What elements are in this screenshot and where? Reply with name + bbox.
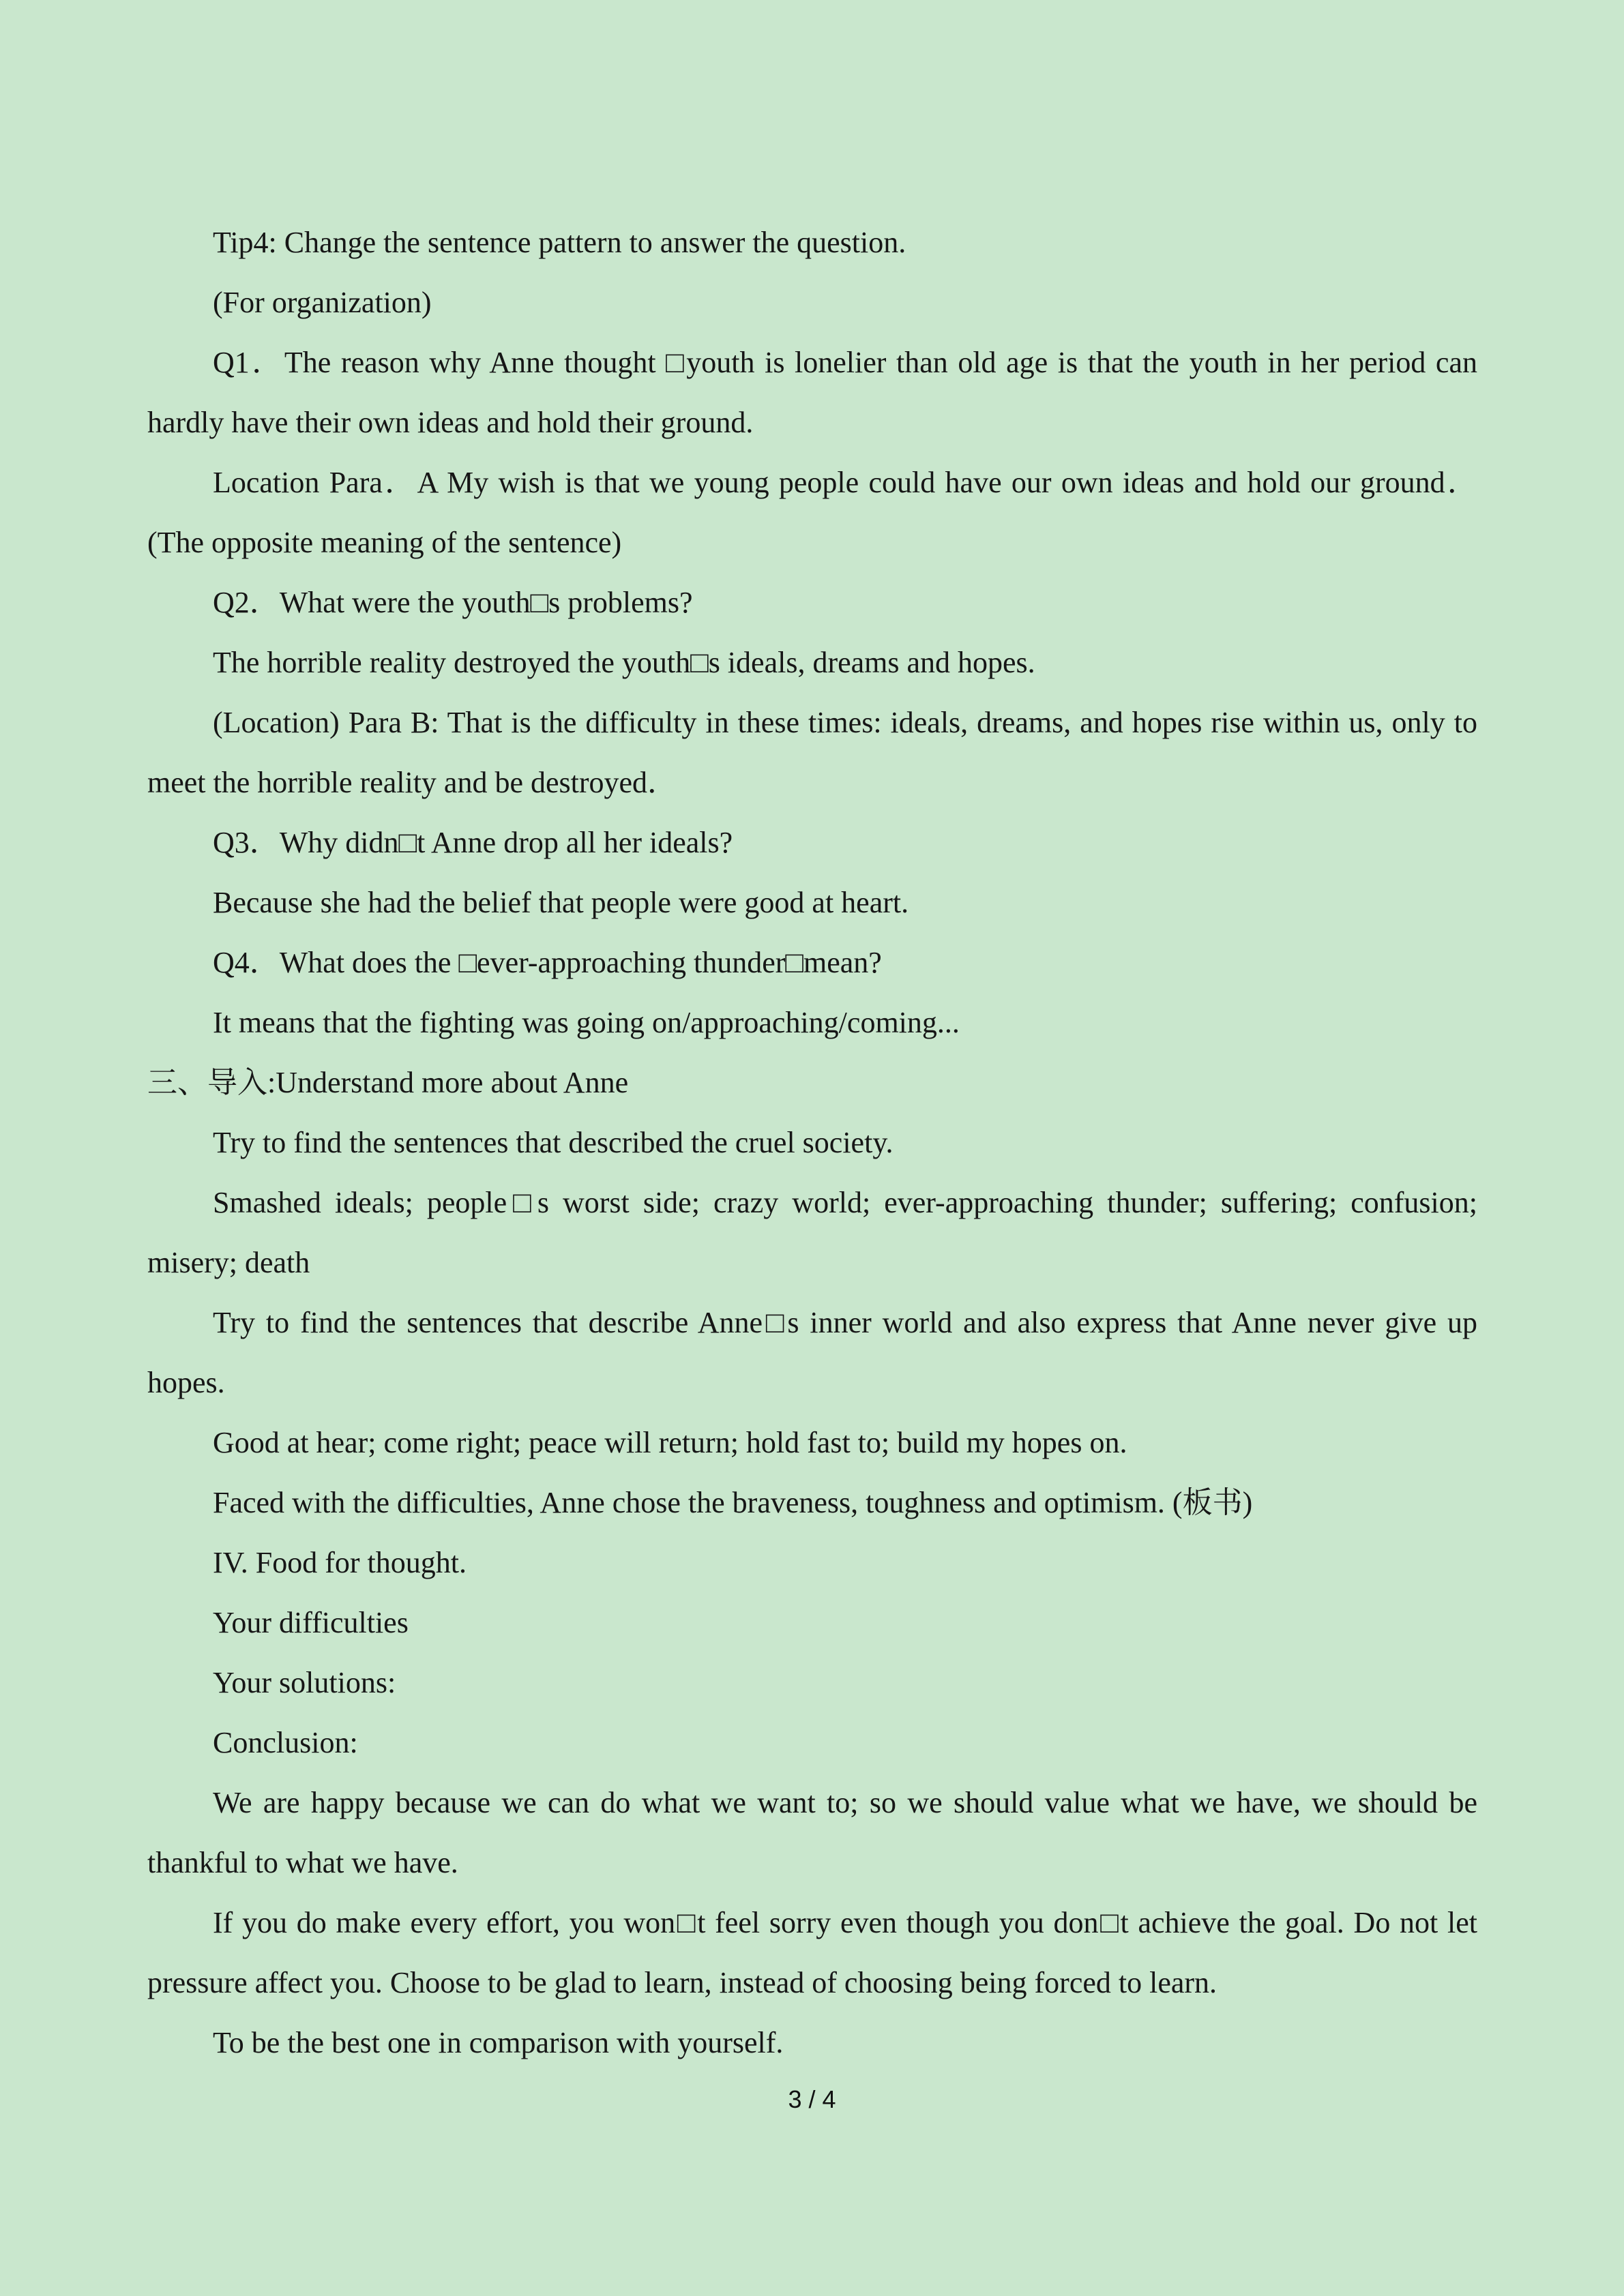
paragraph: Q2．What were the youth□s problems? (213, 586, 693, 619)
paragraph: To be the best one in comparison with yourself. (213, 2026, 784, 2059)
section-heading: 三、导入:Understand more about Anne (147, 1066, 629, 1099)
paragraph: IV. Food for thought. (213, 1546, 467, 1579)
paragraph: It means that the fighting was going on/approaching/coming... (213, 1006, 960, 1039)
paragraph: Your solutions: (213, 1666, 396, 1699)
paragraph: Good at hear; come right; peace will return; hold fast to; build my hopes on. (213, 1426, 1127, 1459)
paragraph: The horrible reality destroyed the youth□s ideals, dreams and hopes. (213, 646, 1035, 679)
paragraph: Because she had the belief that people were good at heart. (213, 886, 909, 919)
paragraph: Location Para．A My wish is that we young people could have our own ideas and hold our ground．(The opposite meaning of the sentence) (147, 466, 1477, 559)
page-number: 3 / 4 (788, 2085, 836, 2113)
document-body (147, 213, 1477, 2073)
paragraph: (Location) Para B: That is the difficulty in these times: ideals, dreams, and hopes rise within us, only to meet the horrible reality and be destroyed． (147, 706, 1477, 799)
paragraph: Try to find the sentences that describe Anne□s inner world and also express that Anne never give up hopes. (147, 1306, 1477, 1399)
paragraph: Your difficulties (213, 1606, 409, 1639)
paragraph: Q4．What does the □ever-approaching thunder□mean? (213, 946, 882, 979)
paragraph: We are happy because we can do what we want to; so we should value what we have, we should be thankful to what we have. (147, 1786, 1477, 1879)
paragraph: Conclusion: (213, 1726, 358, 1759)
paragraph: Q3．Why didn□t Anne drop all her ideals? (213, 826, 733, 859)
paragraph: Faced with the difficulties, Anne chose the braveness, toughness and optimism. (板书) (213, 1486, 1253, 1519)
paragraph: If you do make every effort, you won□t feel sorry even though you don□t achieve the goal. Do not let pressure affect you. Choose to be glad to learn, instead of choosing being forced to learn. (147, 1906, 1477, 1999)
paragraph: (For organization) (213, 286, 432, 319)
paragraph: Smashed ideals; people□s worst side; crazy world; ever-approaching thunder; suffering; confusion; misery; death (147, 1186, 1477, 1279)
paragraph: Try to find the sentences that described the cruel society. (213, 1126, 894, 1159)
paragraph: Q1．The reason why Anne thought □youth is lonelier than old age is that the youth in her period can hardly have their own ideas and hold their ground. (147, 346, 1477, 439)
paragraph: Tip4: Change the sentence pattern to answer the question. (213, 226, 906, 259)
